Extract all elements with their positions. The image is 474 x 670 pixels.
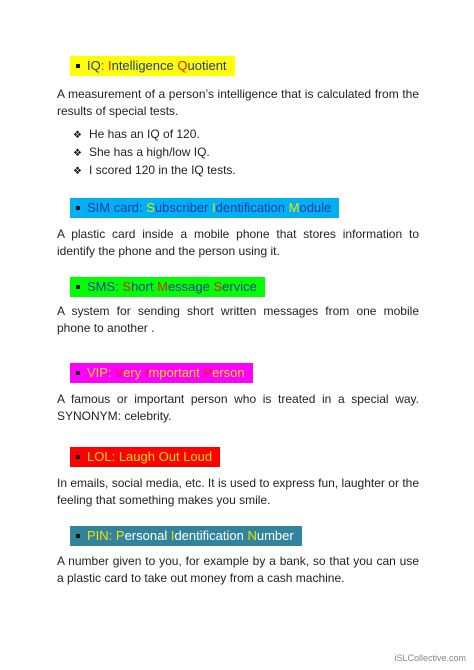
definition: A number given to you, for example by a bank, so that you can use a plastic card to take out money from a cash machine. bbox=[57, 554, 419, 585]
term-word: augh bbox=[126, 449, 159, 464]
term-abbr: IQ bbox=[87, 58, 101, 73]
example-item: ❖ He has an IQ of 120. bbox=[73, 126, 236, 144]
example-item: ❖ I scored 120 in the IQ tests. bbox=[73, 162, 236, 180]
term-heading bbox=[70, 526, 302, 546]
term-abbr: SIM bbox=[87, 200, 111, 215]
diamond-bullet-icon: ❖ bbox=[73, 148, 82, 159]
term-word: ersonal bbox=[124, 528, 171, 543]
square-bullet-icon bbox=[76, 64, 80, 68]
term-word: ut bbox=[168, 449, 184, 464]
term-initial: I bbox=[107, 58, 112, 73]
term-abbr: SMS bbox=[87, 279, 116, 294]
definition: In emails, social media, etc. It is used to express fun, laughter or the feeling that something makes you smile. bbox=[57, 476, 419, 507]
term-word: mportant bbox=[148, 365, 204, 380]
term-word: dentification bbox=[174, 528, 248, 543]
term-initial: M bbox=[157, 279, 168, 294]
term-separator: : bbox=[100, 58, 108, 73]
term-heading bbox=[70, 198, 339, 218]
term-separator: : bbox=[111, 449, 119, 464]
term-initial: O bbox=[158, 449, 169, 464]
term-word: essage bbox=[167, 279, 214, 294]
term-initial: P bbox=[115, 528, 125, 543]
term-word: umber bbox=[256, 528, 294, 543]
term-initial: L bbox=[118, 449, 127, 464]
term-separator: : bbox=[107, 365, 116, 380]
term-heading bbox=[70, 277, 265, 297]
term-initial: Q bbox=[177, 58, 188, 73]
term-initial: V bbox=[115, 365, 124, 380]
term-word: oud bbox=[190, 449, 213, 464]
term-heading bbox=[70, 363, 253, 383]
term-initial: I bbox=[144, 365, 149, 380]
diamond-bullet-icon: ❖ bbox=[73, 130, 82, 141]
square-bullet-icon bbox=[76, 534, 80, 538]
term-abbr: LOL bbox=[87, 449, 112, 464]
term-initial: I bbox=[170, 528, 175, 543]
term-word: hort bbox=[131, 279, 158, 294]
term-word: uotient bbox=[187, 58, 227, 73]
term-heading bbox=[70, 447, 220, 467]
term-initial: P bbox=[203, 365, 213, 380]
term-separator: card: bbox=[110, 200, 147, 215]
term-initial: L bbox=[183, 449, 191, 464]
example-list bbox=[73, 126, 236, 180]
term-word: odule bbox=[299, 200, 332, 215]
example-item: ❖ She has a high/low IQ. bbox=[73, 144, 236, 162]
square-bullet-icon bbox=[76, 206, 80, 210]
term-separator: : bbox=[115, 279, 123, 294]
term-initial: I bbox=[212, 200, 216, 215]
term-separator: : bbox=[108, 528, 116, 543]
term-initial: M bbox=[288, 200, 300, 215]
term-word: ubscriber bbox=[154, 200, 212, 215]
term-initial: S bbox=[213, 279, 223, 294]
definition: A system for sending short written messages from one mobile phone to another . bbox=[57, 304, 419, 335]
definition: A plastic card inside a mobile phone that stores information to identify the phone and the person using it. bbox=[57, 227, 419, 258]
term-word: dentification bbox=[215, 200, 289, 215]
square-bullet-icon bbox=[76, 371, 80, 375]
footer-watermark: iSLCollective.com bbox=[394, 653, 466, 663]
term-word: ery bbox=[123, 365, 145, 380]
definition: A famous or important person who is treated in a special way. SYNONYM: celebrity. bbox=[57, 392, 419, 423]
term-word: ervice bbox=[222, 279, 257, 294]
square-bullet-icon bbox=[76, 285, 80, 289]
square-bullet-icon bbox=[76, 455, 80, 459]
term-heading bbox=[70, 56, 235, 76]
term-word: erson bbox=[212, 365, 245, 380]
term-initial: S bbox=[146, 200, 155, 215]
term-abbr: PIN bbox=[87, 528, 109, 543]
term-initial: S bbox=[122, 279, 132, 294]
term-abbr: VIP bbox=[87, 365, 108, 380]
diamond-bullet-icon: ❖ bbox=[73, 166, 82, 177]
term-word: ntelligence bbox=[111, 58, 178, 73]
definition: A measurement of a person’s intelligence that is calculated from the results of special tests. bbox=[57, 87, 419, 118]
term-initial: N bbox=[247, 528, 257, 543]
